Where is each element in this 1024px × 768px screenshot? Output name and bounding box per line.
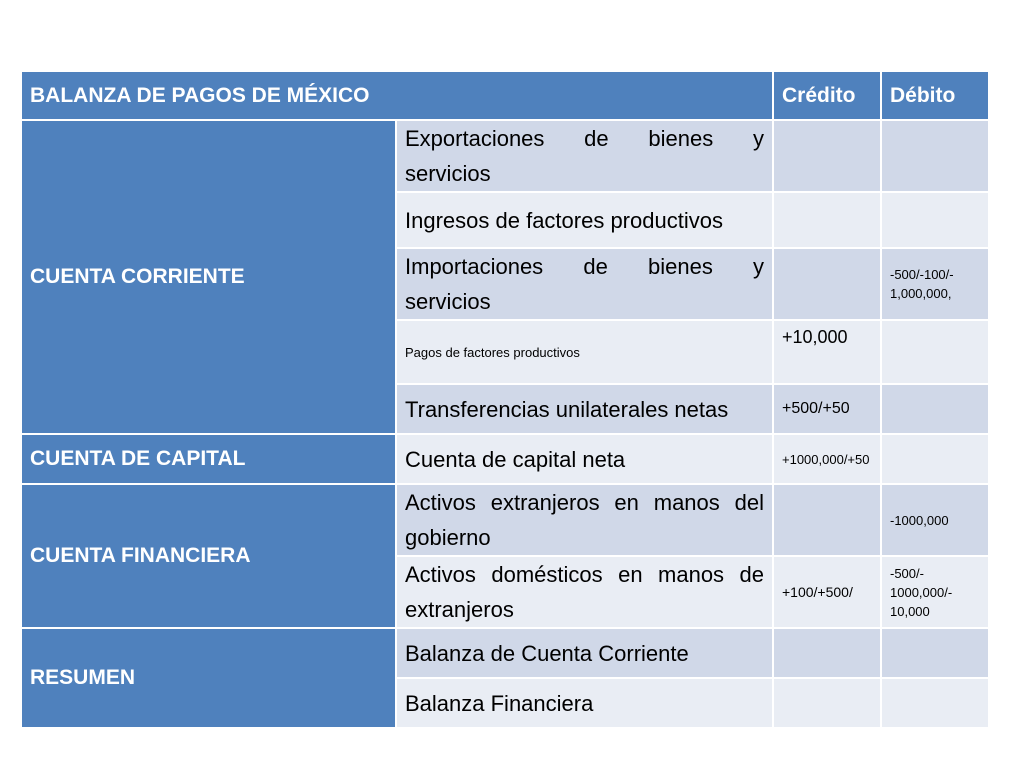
section-current-account: CUENTA CORRIENTE: [21, 120, 396, 434]
debit-cell: [881, 434, 989, 484]
credit-cell: +100/+500/: [773, 556, 881, 628]
table-row: [21, 628, 989, 678]
credit-cell: +1000,000/+50: [773, 434, 881, 484]
debit-cell: [881, 556, 989, 628]
concept-cell: Balanza Financiera: [396, 678, 773, 728]
debit-line: 10,000: [890, 603, 930, 619]
table-row: [21, 484, 989, 556]
credit-cell: [773, 628, 881, 678]
debit-line: 1,000,000,: [890, 286, 952, 301]
credit-column-header: Crédito: [773, 71, 881, 120]
concept-cell: [396, 120, 773, 192]
concept-cell: Pagos de factores productivos: [396, 320, 773, 384]
concept-cell: Balanza de Cuenta Corriente: [396, 628, 773, 678]
debit-cell: [881, 192, 989, 248]
concept-line: servicios: [405, 161, 491, 186]
concept-cell: Cuenta de capital neta: [396, 434, 773, 484]
credit-cell: [773, 192, 881, 248]
concept-cell: Transferencias unilaterales netas: [396, 384, 773, 434]
debit-line: 1000,000/-: [890, 584, 953, 600]
table-row: [21, 120, 989, 192]
debit-cell: [881, 678, 989, 728]
section-financial-account: CUENTA FINANCIERA: [21, 484, 396, 628]
balance-of-payments-table: [20, 70, 990, 729]
concept-line: extranjeros: [405, 597, 514, 622]
concept-line: gobierno: [405, 525, 491, 550]
concept-line: Importaciones de bienes y: [405, 254, 764, 279]
debit-column-header: Débito: [881, 71, 989, 120]
concept-cell: [396, 556, 773, 628]
debit-cell: [881, 120, 989, 192]
concept-cell: Ingresos de factores productivos: [396, 192, 773, 248]
debit-cell: [881, 320, 989, 384]
credit-cell: [773, 120, 881, 192]
concept-cell: [396, 484, 773, 556]
table-row: [21, 434, 989, 484]
debit-cell: -1000,000: [881, 484, 989, 556]
table-title: BALANZA DE PAGOS DE MÉXICO: [21, 71, 773, 120]
concept-cell: [396, 248, 773, 320]
credit-cell: +500/+50: [773, 384, 881, 434]
credit-cell: [773, 678, 881, 728]
debit-cell: [881, 248, 989, 320]
debit-line: -500/-100/-: [890, 267, 954, 282]
debit-line: -500/-: [890, 565, 924, 581]
concept-line: Activos domésticos en manos de: [405, 562, 764, 587]
header-row: [21, 71, 989, 120]
concept-line: servicios: [405, 289, 491, 314]
debit-cell: [881, 384, 989, 434]
section-capital-account: CUENTA DE CAPITAL: [21, 434, 396, 484]
section-summary: RESUMEN: [21, 628, 396, 728]
concept-line: Exportaciones de bienes y: [405, 126, 764, 151]
credit-cell: [773, 484, 881, 556]
credit-cell: +10,000: [773, 320, 881, 384]
debit-cell: [881, 628, 989, 678]
credit-cell: [773, 248, 881, 320]
concept-line: Activos extranjeros en manos del: [405, 490, 764, 515]
